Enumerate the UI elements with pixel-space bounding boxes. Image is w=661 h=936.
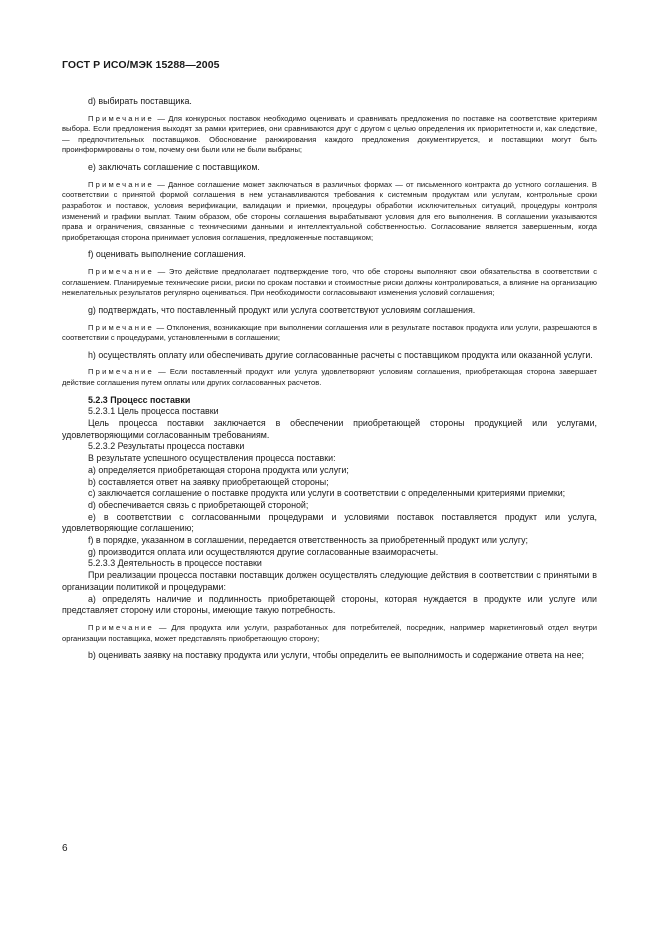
note-text: — Для продукта или услуги, разработанных для потребителей, посредник, например маркетинговый отдел внутри организации поставщика, может представлять приобретающую сторону; (62, 622, 597, 643)
list-item-d: d) выбирать поставщика. (88, 96, 192, 106)
note-label: Примечание (88, 179, 154, 189)
note-text: — Для конкурсных поставок необходимо оценивать и сравнивать предложения по поставке на соответствие критериям выбора. Если предложения выходят за рамки критериев, они сравниваются друг с другом с целью определения их приоритетности и, как следствие, — предпочтительных поставщиков. Обоснование ранжирования каждого предложения документируется, и поставщики могут быть проинформированы о том, почему они были или не были выбраны; (62, 113, 597, 155)
subsection-heading: 5.2.3.1 Цель процесса поставки (88, 406, 219, 417)
body-paragraph: Цель процесса поставки заключается в обеспечении приобретающей стороны продукцией или услугами, удовлетворяющими согласованным требованиям. (62, 418, 597, 440)
subsection-heading: 5.2.3.2 Результаты процесса поставки (88, 441, 245, 452)
document-header: ГОСТ Р ИСО/МЭК 15288—2005 (62, 59, 220, 71)
note-text: — Если поставленный продукт или услуга удовлетворяют условиям соглашения, приобретающая сторона завершает действие соглашения путем оплаты или других согласованных расчетов. (62, 367, 597, 388)
note-paragraph (62, 114, 597, 156)
list-item: b) оценивать заявку на поставку продукта или услуги, чтобы определить ее выполнимость и содержание ответа на нее; (88, 650, 584, 661)
note-label: Примечание (88, 113, 154, 123)
note-paragraph (62, 323, 597, 344)
list-item: а) определять наличие и подлинность приобретающей стороны, которая нуждается в продукте или услуге или представляет сторону или стороны, имеющие такую потребность. (62, 593, 597, 616)
note-paragraph (62, 180, 597, 244)
note-label: Примечание (88, 267, 154, 277)
body-paragraph: При реализации процесса поставки поставщик должен осуществлять следующие действия в соответствии с принятыми в организации политикой и процедурами: (62, 570, 597, 592)
note-paragraph (62, 367, 597, 388)
list-item-h: h) осуществлять оплату или обеспечивать другие согласованные расчеты с поставщиком продукта или оказанной услуги. (88, 349, 593, 360)
list-item: а) определяется приобретающая сторона продукта или услуги; (88, 464, 349, 475)
list-item: e) в соответствии с согласованными процедурами и условиями поставок поставляется продукт или услуга, удовлетворяющие соглашению; (62, 511, 597, 534)
list-item: c) заключается соглашение о поставке продукта или услуги в соответствии с определенными критериями приемки; (88, 488, 566, 499)
note-label: Примечание (88, 367, 154, 377)
list-item: d) обеспечивается связь с приобретающей стороной; (88, 499, 309, 510)
page-number: 6 (62, 843, 68, 854)
list-item: g) производится оплата или осуществляются другие согласованные взаиморасчеты. (88, 546, 439, 557)
page-body (62, 90, 597, 662)
note-text: — Данное соглашение может заключаться в различных формах — от письменного контракта до устного соглашения. В соответствии с принятой формой соглашения в нем устанавливаются требования к системным продуктам или услугам, контрольные сроки разработок и поставок, условия верификации, валидации и приемки, процедуры обработки исключительных ситуаций, процедуры контроля изменений и графики выплат. Таким образом, обе стороны соглашения вырабатывают условия для его выполнения. В соглашении указываются права и ограничения, связанные с техническими данными и интеллектуальной собственностью. Согласование является завершенным, когда приобретающая сторона принимает условия соглашения, предложенные поставщиком; (62, 179, 597, 242)
note-label: Примечание (88, 622, 154, 632)
body-paragraph: В результате успешного осуществления процесса поставки: (88, 453, 336, 464)
list-item-e: e) заключать соглашение с поставщиком. (88, 162, 260, 173)
list-item: b) составляется ответ на заявку приобретающей стороны; (88, 476, 329, 487)
list-item-g: g) подтверждать, что поставленный продукт или услуга соответствуют условиям соглашения. (88, 304, 476, 315)
note-text: — Отклонения, возникающие при выполнении соглашения или в результате поставок продукта или услуги, разрешаются в соответствии с процедурами, установленными в соглашении; (62, 322, 597, 343)
list-item-f: f) оценивать выполнение соглашения. (88, 249, 246, 260)
subsection-heading: 5.2.3.3 Деятельность в процессе поставки (88, 558, 262, 569)
section-heading: 5.2.3 Процесс поставки (88, 394, 191, 405)
note-paragraph (62, 623, 597, 644)
list-item: f) в порядке, указанном в соглашении, передается ответственность за приобретенный продукт или услугу; (88, 535, 528, 546)
note-paragraph (62, 267, 597, 299)
note-label: Примечание (88, 322, 154, 332)
note-text: — Это действие предполагает подтверждение того, что обе стороны выполняют свои обязательства в соответствии с соглашением. Планируемые технические риски, риски по срокам поставки и стоимостные риски должны контролироваться, а влияние на организацию нежелательных результатов регулярно оцениваться. При необходимости согласовывают изменения условий соглашения; (62, 267, 597, 298)
